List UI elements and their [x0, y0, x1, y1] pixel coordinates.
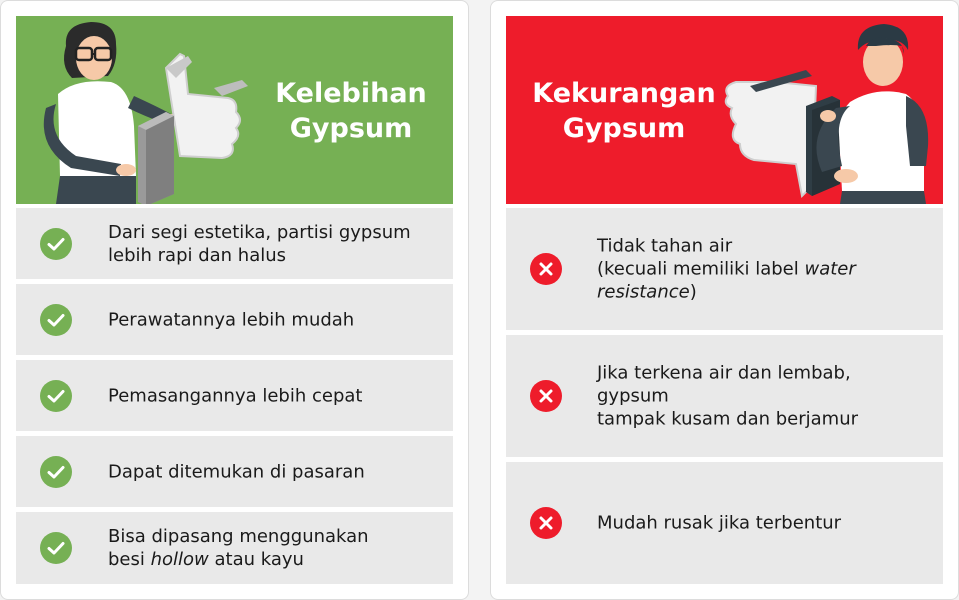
list-item-text: [108, 460, 433, 483]
check-circle-icon: [40, 532, 72, 564]
disadvantages-title-line1: Kekurangan: [532, 78, 716, 109]
disadvantages-banner: [506, 16, 943, 204]
list-item: [506, 208, 943, 330]
list-item-text: [597, 362, 923, 431]
list-item-line: lebih rapi dan halus: [108, 244, 287, 266]
advantages-card: [0, 0, 469, 600]
list-item-line: Dari segi estetika, partisi gypsum: [108, 221, 411, 243]
x-circle-icon: [530, 380, 562, 412]
x-circle-icon: [530, 507, 562, 539]
list-item-text: [108, 384, 433, 407]
list-item: [16, 284, 453, 355]
check-circle-icon: [40, 456, 72, 488]
list-item-line: Bisa dipasang menggunakan: [108, 526, 369, 547]
list-item: [506, 335, 943, 457]
list-item: [506, 462, 943, 584]
check-circle-icon: [40, 304, 72, 336]
text-segment: atau kayu: [208, 549, 304, 570]
text-segment: besi: [108, 549, 151, 570]
list-item: [16, 208, 453, 279]
list-item-text: [597, 512, 923, 535]
list-item-text: [108, 221, 433, 267]
x-circle-icon: [530, 253, 562, 285]
list-item-line: tampak kusam dan berjamur: [597, 408, 859, 430]
list-item-line: [597, 258, 923, 281]
list-item-line: [597, 281, 923, 304]
list-item-text: [108, 308, 433, 331]
list-item: [16, 360, 453, 431]
advantages-title-line2: Gypsum: [289, 113, 413, 144]
list-item-line: Jika terkena air dan lembab, gypsum: [597, 362, 851, 407]
list-item-line: Perawatannya lebih mudah: [108, 309, 355, 330]
disadvantages-title: [524, 76, 724, 146]
disadvantages-title-line2: Gypsum: [562, 113, 686, 144]
list-item: [16, 512, 453, 584]
list-item-line: Dapat ditemukan di pasaran: [108, 461, 365, 482]
italic-term: water: [804, 258, 856, 280]
list-item-line: Mudah rusak jika terbentur: [597, 512, 842, 534]
list-item-text: [108, 525, 433, 571]
list-item-text: [597, 235, 923, 304]
text-segment: (kecuali memiliki label: [597, 258, 805, 280]
italic-term: resistance: [597, 281, 690, 303]
advantages-banner: [16, 16, 453, 204]
italic-term: hollow: [150, 549, 209, 570]
list-item-line: Tidak tahan air: [597, 235, 733, 257]
advantages-title-line1: Kelebihan: [275, 78, 427, 109]
check-circle-icon: [40, 228, 72, 260]
list-item-line: [108, 548, 433, 571]
list-item: [16, 436, 453, 507]
list-item-line: Pemasangannya lebih cepat: [108, 385, 363, 406]
text-segment: ): [689, 281, 697, 303]
check-circle-icon: [40, 380, 72, 412]
advantages-title: [266, 76, 436, 146]
disadvantages-card: [490, 0, 959, 600]
